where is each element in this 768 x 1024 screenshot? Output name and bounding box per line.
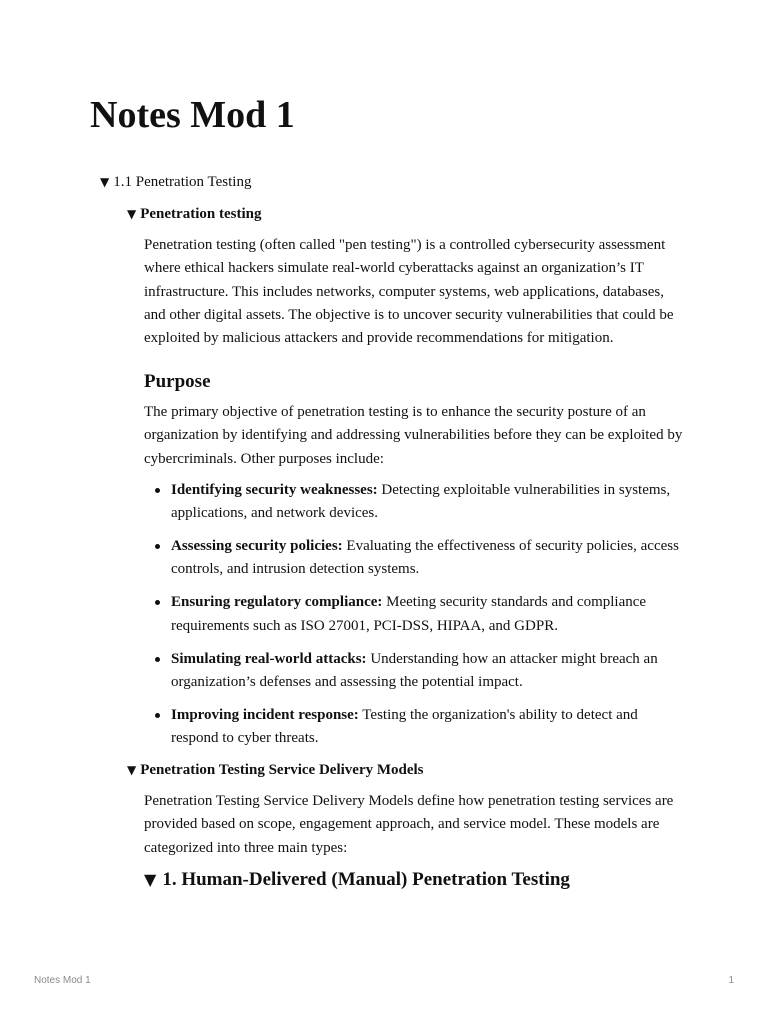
toggle-arrow-icon[interactable]: ▼: [100, 175, 110, 189]
list-item: [144, 648, 684, 695]
list-item-text: Understanding how an attacker might breach an organization’s defenses and assessing the potential impact.: [171, 650, 658, 690]
list-item-term: Assessing security policies:: [171, 538, 343, 555]
toggle-arrow-icon[interactable]: ▼: [144, 870, 157, 889]
toggle-section-1-1[interactable]: [100, 172, 251, 192]
toggle-label: Penetration Testing Service Delivery Models: [140, 762, 424, 778]
list-item: [144, 479, 684, 526]
toggle-label: 1.1 Penetration Testing: [113, 174, 252, 190]
toggle-heading-label: 1. Human-Delivered (Manual) Penetration Testing: [162, 869, 570, 890]
bullet-icon: [155, 713, 160, 718]
toggle-penetration-testing[interactable]: [127, 204, 261, 224]
page-title: Notes Mod 1: [90, 94, 295, 136]
toggle-human-delivered[interactable]: [144, 868, 570, 892]
toggle-label: Penetration testing: [140, 206, 262, 222]
bullet-icon: [155, 657, 160, 662]
toggle-delivery-models[interactable]: [127, 760, 424, 780]
list-item: [144, 704, 684, 751]
purpose-heading: Purpose: [144, 371, 211, 392]
purpose-paragraph: The primary objective of penetration testing is to enhance the security posture of an organization by identifying and addressing vulnerabilities before they can be exploited by cybercriminals. Other purposes include:: [144, 404, 683, 467]
intro-paragraph: Penetration testing (often called "pen testing") is a controlled cybersecurity assessment where ethical hackers simulate real-world cyberattacks against an organization’s IT infrastructure. This includes networks, computer systems, web applications, databases, and other digital assets. The objective is to uncover security vulnerabilities that could be exploited by malicious attackers and provide recommendations for mitigation.: [144, 237, 674, 347]
list-item-term: Ensuring regulatory compliance:: [171, 594, 383, 611]
toggle-arrow-icon[interactable]: ▼: [127, 763, 137, 777]
list-item-term: Improving incident response:: [171, 706, 359, 723]
list-item: [144, 535, 684, 582]
list-item-term: Simulating real-world attacks:: [171, 650, 367, 667]
bullet-icon: [155, 600, 160, 605]
list-item-text: Testing the organization's ability to detect and respond to cyber threats.: [171, 706, 638, 747]
toggle-arrow-icon[interactable]: ▼: [127, 207, 137, 221]
list-item: [144, 591, 684, 638]
list-item-term: Identifying security weaknesses:: [171, 482, 378, 498]
footer-title: Notes Mod 1: [34, 975, 91, 986]
list-item-text: Detecting exploitable vulnerabilities in systems, applications, and network devices.: [171, 482, 671, 522]
list-item-text: Meeting security standards and compliance requirements such as ISO 27001, PCI-DSS, HIPAA, and GDPR.: [171, 594, 647, 634]
purpose-list: [144, 479, 684, 760]
list-item-text: Evaluating the effectiveness of security policies, access controls, and intrusion detection systems.: [171, 538, 679, 578]
page-number: 1: [728, 975, 734, 986]
delivery-models-paragraph: Penetration Testing Service Delivery Models define how penetration testing services are provided based on scope, engagement approach, and service model. These models are categorized into three main types:: [144, 793, 674, 856]
bullet-icon: [155, 488, 160, 493]
bullet-icon: [155, 544, 160, 549]
